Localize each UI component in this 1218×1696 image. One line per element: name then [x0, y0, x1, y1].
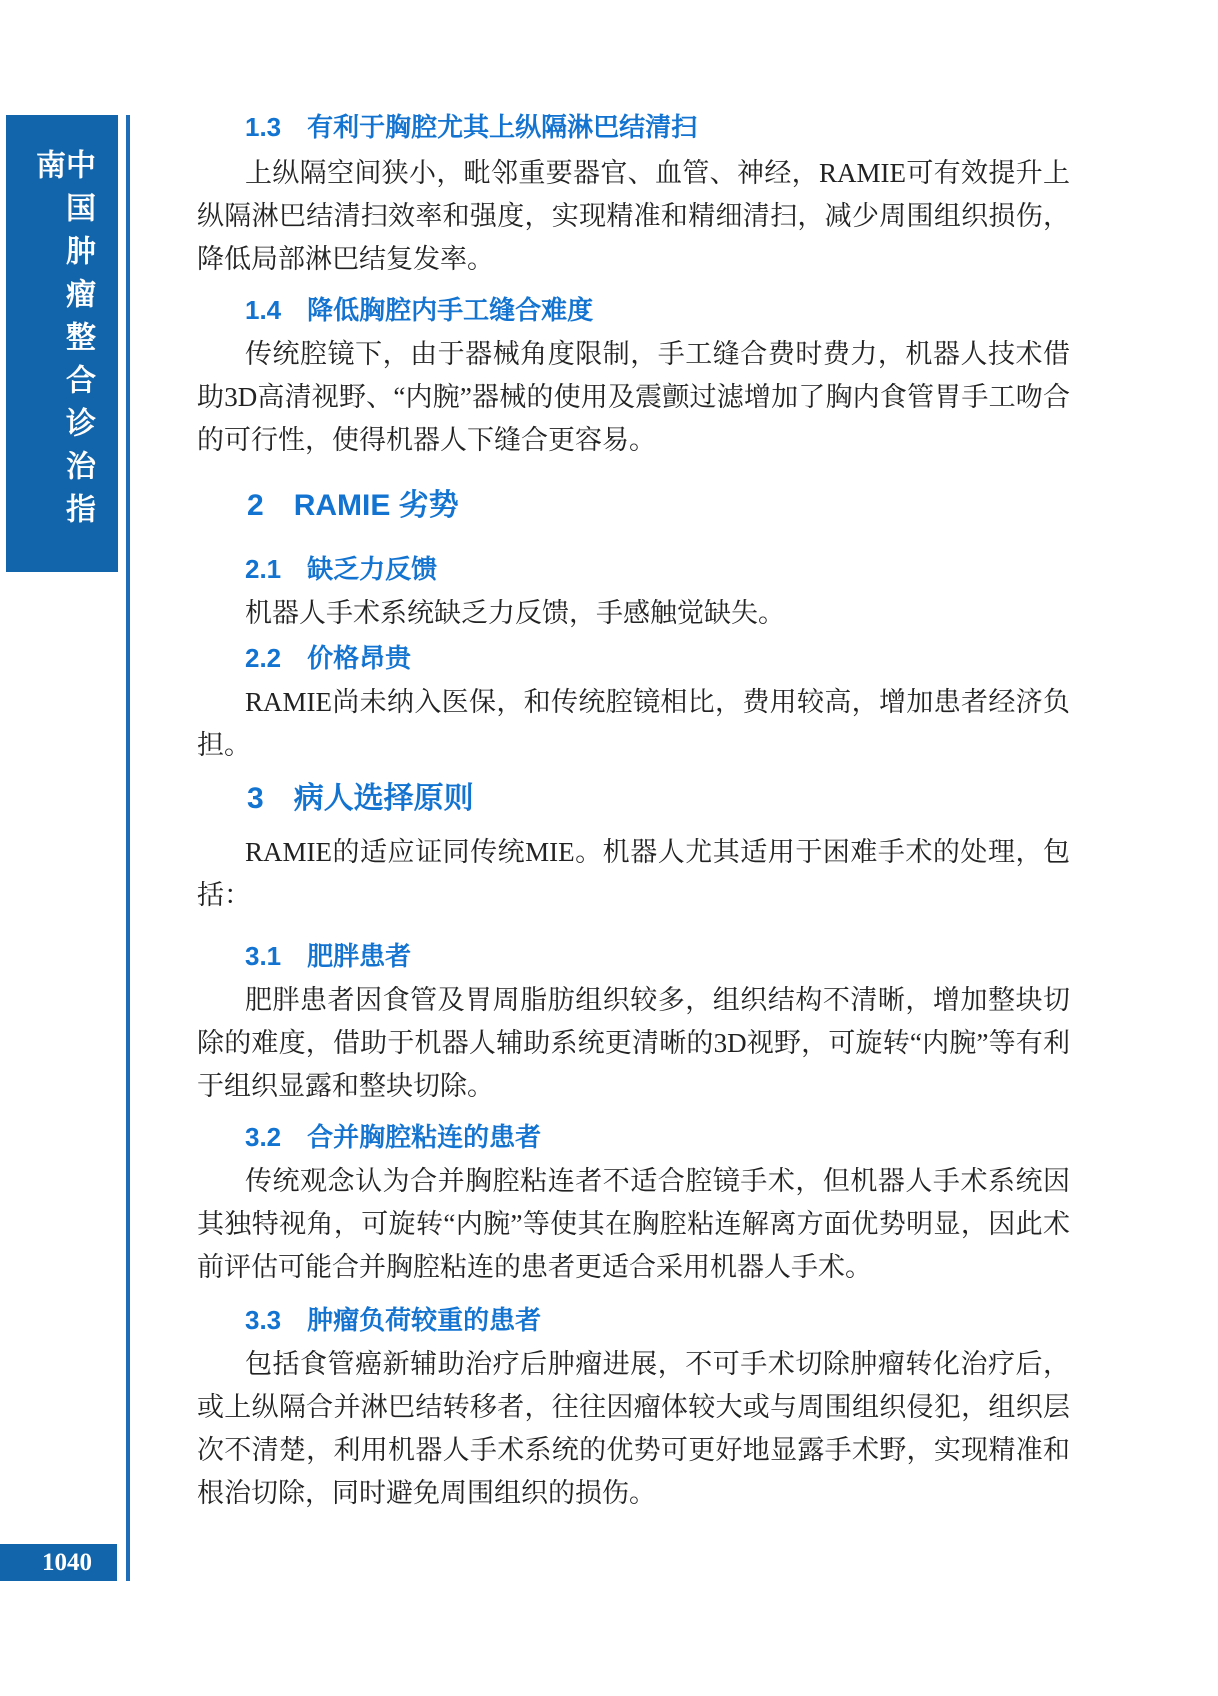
section-heading-3-1	[197, 941, 1070, 971]
section-title: 有利于胸腔尤其上纵隔淋巴结清扫	[307, 112, 698, 142]
section-heading-1-4	[197, 295, 1070, 325]
section-heading-2-2	[197, 643, 1070, 673]
paragraph: 传统腔镜下，由于器械角度限制，手工缝合费时费力，机器人技术借助3D高清视野、“内腕”器械的使用及震颤过滤增加了胸内食管胃手工吻合的可行性，使得机器人下缝合更容易。	[197, 339, 1070, 455]
section-number: 2.2	[245, 643, 282, 673]
section-number: 3.1	[245, 941, 282, 971]
section-number: 2	[247, 489, 264, 522]
section-number: 3.2	[245, 1122, 282, 1152]
paragraph: 包括食管癌新辅助治疗后肿瘤进展，不可手术切除肿瘤转化治疗后，或上纵隔合并淋巴结转移者，往往因瘤体较大或与周围组织侵犯，组织层次不清楚，利用机器人手术系统的优势可更好地显露手术野，实现精准和根治切除，同时避免周围组织的损伤。	[197, 1349, 1070, 1508]
paragraph: RAMIE的适应证同传统MIE。机器人尤其适用于困难手术的处理，包括：	[197, 837, 1070, 910]
section-title: 合并胸腔粘连的患者	[307, 1122, 542, 1152]
section-title: 肿瘤负荷较重的患者	[307, 1305, 542, 1335]
section-number: 3	[247, 782, 264, 815]
sidebar-banner-text: 中国肿瘤整合诊治指南	[31, 149, 94, 536]
section-number: 2.1	[245, 554, 282, 584]
paragraph: 上纵隔空间狭小，毗邻重要器官、血管、神经，RAMIE可有效提升上纵隔淋巴结清扫效率和强度，实现精准和精细清扫，减少周围组织损伤，降低局部淋巴结复发率。	[197, 158, 1070, 274]
paragraph: 肥胖患者因食管及胃周脂肪组织较多，组织结构不清晰，增加整块切除的难度，借助于机器人辅助系统更清晰的3D视野，可旋转“内腕”等有利于组织显露和整块切除。	[197, 985, 1070, 1101]
section-heading-3-2	[197, 1122, 1070, 1152]
section-number: 1.4	[245, 295, 282, 325]
section-heading-2-1	[197, 554, 1070, 584]
section-title: 价格昂贵	[307, 643, 412, 673]
section-heading-3	[197, 781, 1070, 817]
section-title: 缺乏力反馈	[307, 554, 438, 584]
section-heading-1-3	[197, 112, 1070, 142]
page-content	[197, 112, 1070, 1515]
vertical-divider	[126, 115, 130, 1581]
section-heading-2	[197, 488, 1070, 524]
section-heading-3-3	[197, 1305, 1070, 1335]
section-title: 肥胖患者	[307, 941, 412, 971]
page-number: 1040	[42, 1549, 92, 1576]
paragraph: 传统观念认为合并胸腔粘连者不适合腔镜手术，但机器人手术系统因其独特视角，可旋转“内腕”等使其在胸腔粘连解离方面优势明显，因此术前评估可能合并胸腔粘连的患者更适合采用机器人手术。	[197, 1166, 1070, 1282]
paragraph: 机器人手术系统缺乏力反馈，手感触觉缺失。	[245, 598, 785, 628]
section-title: 病人选择原则	[293, 782, 474, 815]
sidebar-banner	[6, 115, 118, 572]
section-number: 3.3	[245, 1305, 282, 1335]
page-number-badge	[0, 1544, 117, 1581]
section-title: RAMIE 劣势	[293, 489, 459, 522]
paragraph: RAMIE尚未纳入医保，和传统腔镜相比，费用较高，增加患者经济负担。	[197, 687, 1070, 760]
section-number: 1.3	[245, 112, 282, 142]
section-title: 降低胸腔内手工缝合难度	[307, 295, 594, 325]
